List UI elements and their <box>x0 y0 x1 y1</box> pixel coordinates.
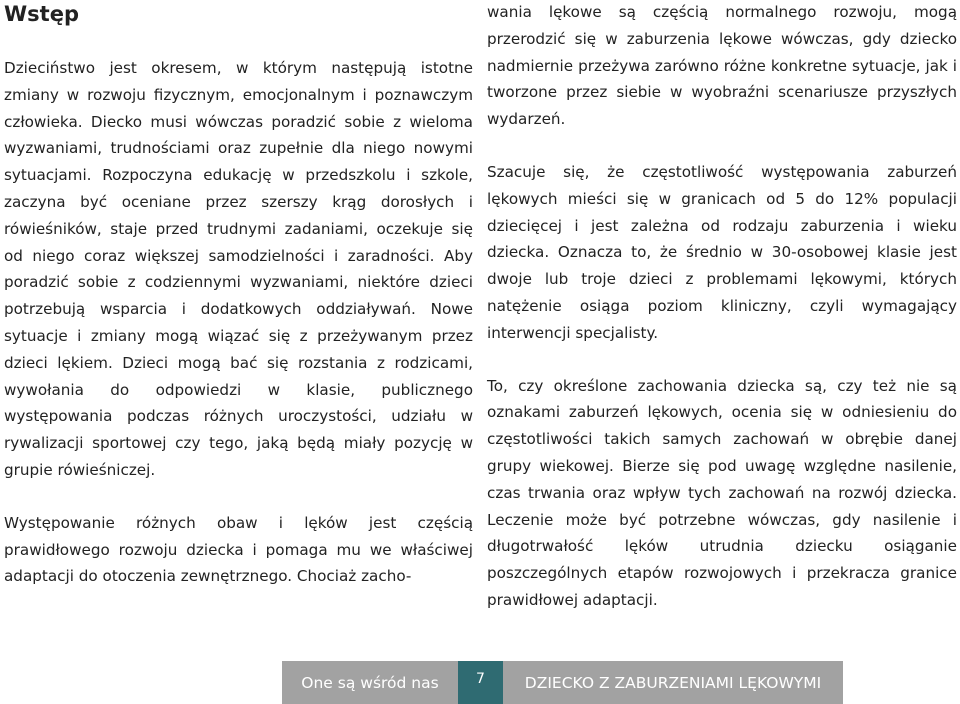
footer-page-number: 7 <box>458 661 503 704</box>
footer-section-title: DZIECKO Z ZABURZENIAMI LĘKOWYMI <box>503 661 843 704</box>
right-paragraph-1: wania lękowe są częścią normalnego rozwoju, mogą przerodzić się w zaburzenia lękowe wówczas, gdy dziecko nadmiernie przeżywa zarówno różne konkretne sytuacje, jak i tworzone przez siebie w wyobraźni scenariusze przyszłych wydarzeń. <box>487 3 957 129</box>
left-text-column <box>4 55 473 590</box>
left-paragraph-2: Występowanie różnych obaw i lęków jest częścią prawidłowego rozwoju dziecka i pomaga mu we właściwej adaptacji do otoczenia zewnętrznego. Chociaż zacho- <box>4 513 473 586</box>
footer-brochure-title: One są wśród nas <box>282 661 458 704</box>
right-paragraph-3: To, czy określone zachowania dziecka są, czy też nie są oznakami zaburzeń lękowych, ocenia się w odniesieniu do częstotliwości takich samych zachowań w obrębie danej grupy wiekowej. Bierze się pod uwagę względne nasilenie, czas trwania oraz wpływ tych zachowań na rozwój dziecka. Leczenie może być potrzebne wówczas, gdy nasilenie i długotrwałość lęków utrudnia dziecku osiąganie poszczególnych etapów rozwojowych i przekracza granice prawidłowej adaptacji. <box>487 376 957 609</box>
right-paragraph-2: Szacuje się, że częstotliwość występowania zaburzeń lękowych mieści się w granicach od 5 do 12% populacji dziecięcej i jest zależna od rodzaju zaburzenia i wieku dziecka. Oznacza to, że średnio w 30-osobowej klasie jest dwoje lub troje dzieci z problemami lękowymi, których natężenie osiąga poziom kliniczny, czyli wymagający interwencji specjalisty. <box>487 162 957 342</box>
right-text-column <box>487 0 957 614</box>
left-paragraph-1: Dzieciństwo jest okresem, w którym następują istotne zmiany w rozwoju fizycznym, emocjonalnym i poznawczym człowieka. Diecko musi wówczas poradzić sobie z wieloma wyzwaniami, trudnościami oraz zupełnie dla niego nowymi sytuacjami. Rozpoczyna edukację w przedszkolu i szkole, zaczyna być oceniane przez szerszy krąg dorosłych i rówieśników, staje przed trudnymi zadaniami, oczekuje się od niego coraz większej samodzielności i zaradności. Aby poradzić sobie z codziennymi wyzwaniami, niektóre dzieci potrzebują wsparcia i dodatkowych oddziaływań. Nowe sytuacje i zmiany mogą wiązać się z przeżywanym przez dzieci lękiem. Dzieci mogą bać się rozstania z rodzicami, wywołania do odpowiedzi w klasie, publicznego występowania podczas różnych uroczystości, udziału w rywalizacji sportowej czy tego, jaką będą miały pozycję w grupie rówieśniczej. <box>4 59 473 479</box>
page-heading: Wstęp <box>4 2 79 26</box>
